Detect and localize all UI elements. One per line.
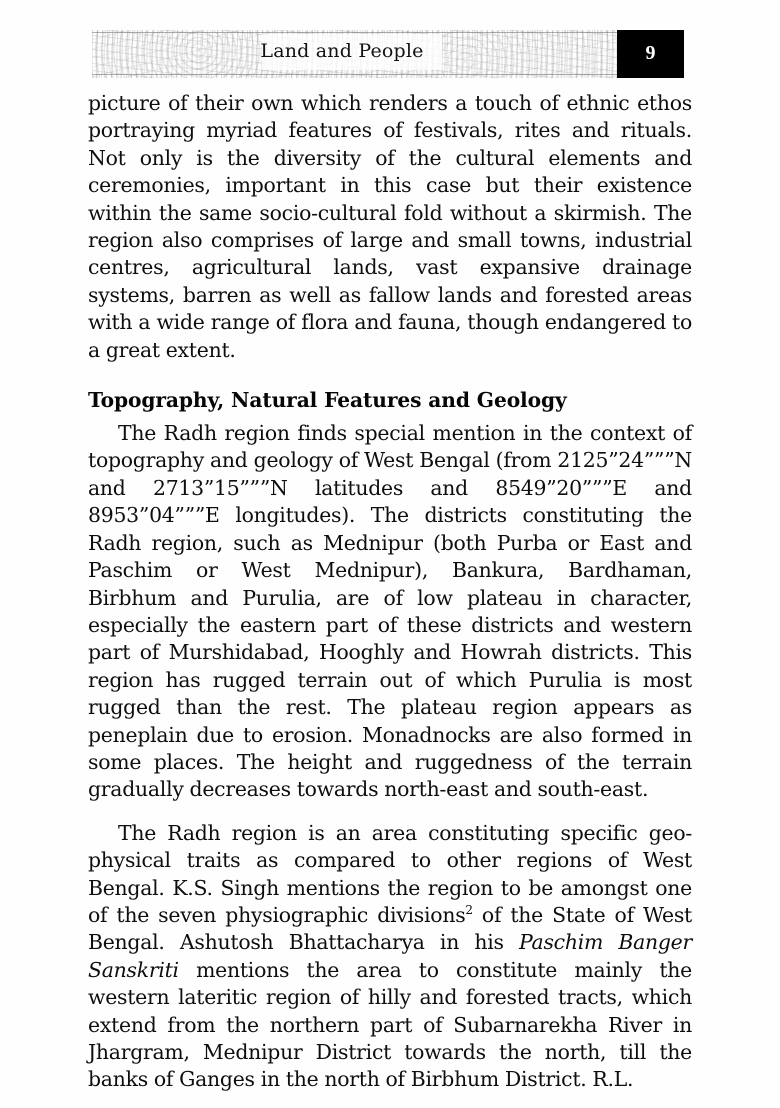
section-heading-topography: Topography, Natural Features and Geology xyxy=(88,388,567,413)
paragraph-text-segment: latitudes and xyxy=(287,475,496,500)
paragraph-geo-physical-traits xyxy=(88,820,692,1094)
page-number: 9 xyxy=(645,41,656,64)
footnote-reference-marker: 2 xyxy=(465,903,473,918)
header-rule-top xyxy=(92,32,684,33)
paragraph-text-segment: of the State of West Bengal. Ashutosh Bhattacharya in his xyxy=(88,902,692,955)
paragraph-continuation: picture of their own which renders a touch of ethnic ethos portraying myriad features of festivals, rites and rituals. Not only is the diversity of the cultural elements and ceremonies, important in this case but their existence within the same socio-cultural fold without a skirmish. The region also comprises of large and small towns, industrial centres, agricultural lands, vast expansive drainage systems, barren as well as fallow lands and forested areas with a wide range of flora and fauna, though endangered to a great extent. xyxy=(88,91,692,362)
running-header xyxy=(92,30,684,78)
paragraph-text-segment: The Radh region is an area constituting specific geo-physical traits as compared to other regions of West Bengal. K.S. Singh mentions the region to be amongst one of the seven physiographic divisions xyxy=(88,820,692,927)
paragraph-text-segment: mentions the area to constitute mainly the western lateritic region of hilly and forested tracts, which extend from the northern part of Subarnarekha River in Jhargram, Mednipur District towards the north, till the banks of Ganges in the north of Birbhum District. R.L. xyxy=(88,957,692,1092)
running-head-title: Land and People xyxy=(260,40,424,62)
paragraph-radh-region-geography xyxy=(88,420,692,804)
paragraph-text-segment: longitudes). The districts constituting the Radh region, such as Mednipur (both Purba or East and Paschim or West Mednipur), Bankura, Bardhaman, Birbhum and Purulia, are of low plateau in character, especially the eastern part of these districts and western part of Murshidabad, Hooghly and Howrah districts. This region has rugged terrain out of which Purulia is most rugged than the rest. The plateau region appears as peneplain due to erosion. Monadnocks are also formed in some places. The height and ruggedness of the terrain gradually decreases towards north-east and south-east. xyxy=(88,503,692,802)
latitude-value-1: 2125”24”””N xyxy=(557,448,692,473)
paragraph-text-segment: and xyxy=(88,475,153,500)
header-rule-bottom xyxy=(92,74,684,75)
longitude-value-1: 8549”20”””E xyxy=(495,475,628,500)
page-content xyxy=(88,90,692,1094)
paragraph-text-segment: and xyxy=(627,475,692,500)
latitude-value-2: 2713”15”””N xyxy=(152,475,288,500)
book-title-citation: Paschim Banger Sanskriti xyxy=(88,930,692,982)
longitude-value-2: 8953”04”””E xyxy=(88,503,220,528)
paragraph-text-segment: The Radh region finds special mention in the context of topography and geology of West Bengal (from xyxy=(88,421,692,473)
page-number-plaque xyxy=(617,30,684,78)
